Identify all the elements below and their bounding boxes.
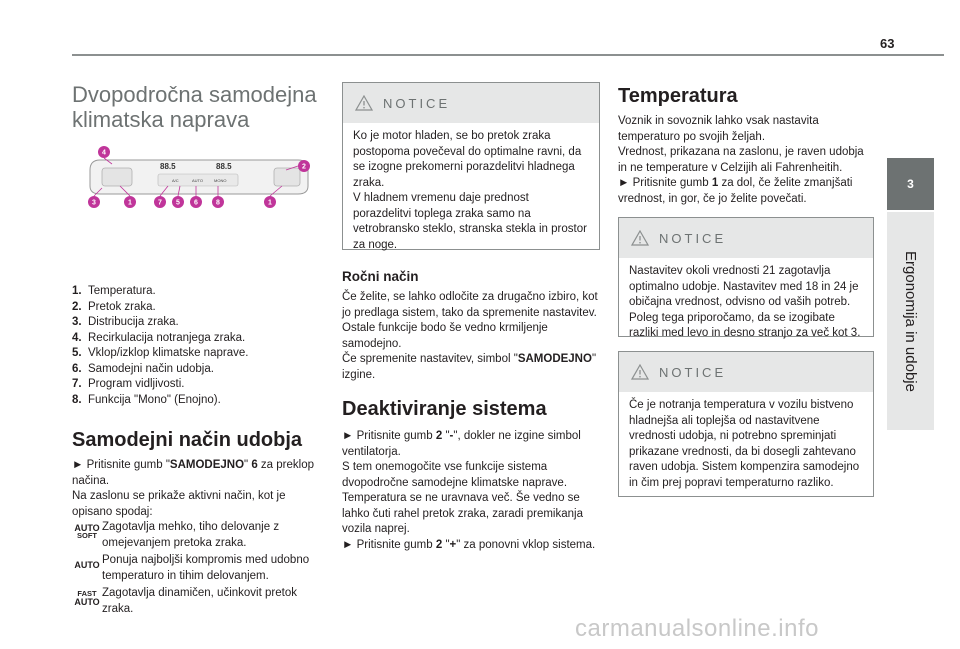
watermark: carmanualsonline.info (575, 615, 819, 642)
list-item: 3. Distribucija zraka. (72, 316, 179, 328)
list-item: 6. Samodejni način udobja. (72, 362, 214, 375)
chapter-title: Ergonomija in udobje (902, 250, 919, 392)
chapter-number-tab[interactable]: 3 (887, 158, 934, 210)
auto-soft-icon: AUTO SOFT (74, 523, 100, 540)
page-title-line2: klimatska naprava (72, 107, 250, 132)
list-item: 7. Program vidljivosti. (72, 378, 185, 390)
warning-triangle-icon (631, 230, 649, 246)
section-title-manual: Ročni način (342, 269, 419, 284)
auto-normal-icon: AUTO (74, 560, 100, 570)
notice-header (619, 218, 873, 258)
column-left (72, 82, 324, 619)
auto-mode-intro: Na zaslonu se prikaže aktivni način, kot je opisano spodaj: (72, 490, 286, 518)
panel-display-left: 88.5 (160, 162, 176, 171)
page-number: 63 (880, 36, 895, 51)
warning-triangle-icon (631, 364, 649, 380)
panel-button-auto: AUTO (192, 178, 204, 183)
column-middle (342, 82, 600, 553)
page-title (72, 82, 324, 132)
list-item: 2. Pretok zraka. (72, 300, 156, 313)
section-title-auto-comfort: Samodejni način udobja (72, 429, 303, 451)
callout-8: 8 (216, 199, 220, 207)
column-right (618, 82, 874, 497)
header-rule (72, 54, 944, 56)
temperature-instruction: ► Pritisnite gumb 1 za dol, če želite zmanjšati vrednost, in gor, če jo želite povečati. (618, 177, 853, 205)
callout-2: 2 (302, 163, 306, 171)
list-item: 5. Vklop/izklop klimatske naprave. (72, 347, 249, 359)
warning-triangle-icon (355, 95, 373, 111)
temperature-intro: Voznik in sovoznik lahko vsak nastavita temperaturo po svojih željah. (618, 115, 819, 143)
list-item: 8. Funkcija "Mono" (Enojno). (72, 393, 221, 406)
mode-row-normal: AUTO Ponuja najboljši kompromis med udobno temperaturo in tihim delovanjem. (72, 553, 324, 584)
section-title-deactivate: Deaktiviranje sistema (342, 398, 547, 420)
manual-mode-symbol-text: Če spremenite nastavitev, simbol "SAMODEJNO" izgine. (342, 353, 597, 381)
panel-button-ac: A/C (172, 178, 179, 183)
callout-6: 6 (194, 199, 198, 207)
notice-body: Nastavitev okoli vrednosti 21 zagotavlja optimalno udobje. Nastavitev med 18 in 24 je običajna vrednost, odvisno od vaših potreb. Poleg tega priporočamo, da se izogibate razliki med levo in desno stranjo za več kot 3. (629, 265, 861, 339)
callout-1-right: 1 (268, 199, 272, 207)
list-item: 1. Temperatura. (72, 285, 156, 297)
mode-row-soft: AUTO SOFT Zagotavlja mehko, tiho delovanje z omejevanjem pretoka zraka. (72, 520, 324, 551)
climate-panel-figure (72, 146, 324, 210)
mode-row-fast: FAST AUTO Zagotavlja dinamičen, učinkovit pretok zraka. (72, 586, 324, 617)
deactivate-effect: S tem onemogočite vse funkcije sistema dvopodročne samodejne klimatske naprave. (342, 461, 568, 489)
notice-box-cold-engine (342, 82, 600, 250)
notice-title: NOTICE (383, 95, 451, 111)
page-title-line1: Dvopodročna samodejna (72, 82, 317, 107)
callout-1-left: 1 (128, 199, 132, 207)
notice-header (343, 83, 599, 123)
notice-box-setting (618, 217, 874, 337)
temperature-display-note: Vrednost, prikazana na zaslonu, je raven udobja in ne temperature v Celzijih ali Fahrenheitih. (618, 146, 864, 174)
notice-body: Če je notranja temperatura v vozilu bistveno hladnejša ali toplejša od nastavitvene vrednosti udobja, ni potrebno spreminjati prikazane vrednosti, da bi dosegli zahtevano raven udobja. Sistem kompenzira samodejno in čim prej popravi temperaturno razliko. (629, 399, 860, 489)
callout-5: 5 (176, 199, 180, 207)
callout-4: 4 (102, 149, 106, 157)
manual-mode-text: Če želite, se lahko odločite za drugačno izbiro, kot jo predlaga sistem, tako da spremenite nastavitev. Ostale funkcije bodo še vedno krmiljenje samodejno. (342, 291, 598, 350)
section-title-temperature: Temperatura (618, 85, 738, 107)
list-item: 4. Recirkulacija notranjega zraka. (72, 331, 246, 344)
mode-list (72, 520, 324, 617)
chapter-title-wrap (887, 212, 934, 430)
notice-header (619, 352, 873, 392)
callout-3: 3 (92, 199, 96, 207)
fast-auto-icon: FAST AUTO (74, 589, 100, 607)
notice-title: NOTICE (659, 364, 727, 380)
auto-mode-instruction: ► Pritisnite gumb "SAMODEJNO" 6 za preklop načina. (72, 459, 314, 487)
panel-button-mono: MONO (214, 178, 227, 183)
notice-box-compensation (618, 351, 874, 497)
notice-title: NOTICE (659, 230, 727, 246)
deactivate-instruction: ► Pritisnite gumb 2 "-", dokler ne izgine simbol ventilatorja. (342, 430, 581, 458)
deactivate-note: Temperatura se ne uravnava več. Še vedno se lahko čuti rahel pretok zraka, zaradi premikanja vozila naprej. (342, 492, 583, 535)
notice-body: Ko je motor hladen, se bo pretok zraka postopoma povečeval do optimalne ravni, da se izogne prekomerni porazdelitvi hladnega zraka. V hladnem vremenu daje prednost porazdelitvi toplega zraka samo na vetrobransko steklo, stranska stekla in prostor za noge. (353, 130, 587, 251)
panel-display-right: 88.5 (216, 162, 232, 171)
reactivate-instruction: ► Pritisnite gumb 2 "+" za ponovni vklop sistema. (342, 538, 596, 551)
callout-7: 7 (158, 199, 162, 207)
legend-list (72, 284, 324, 408)
